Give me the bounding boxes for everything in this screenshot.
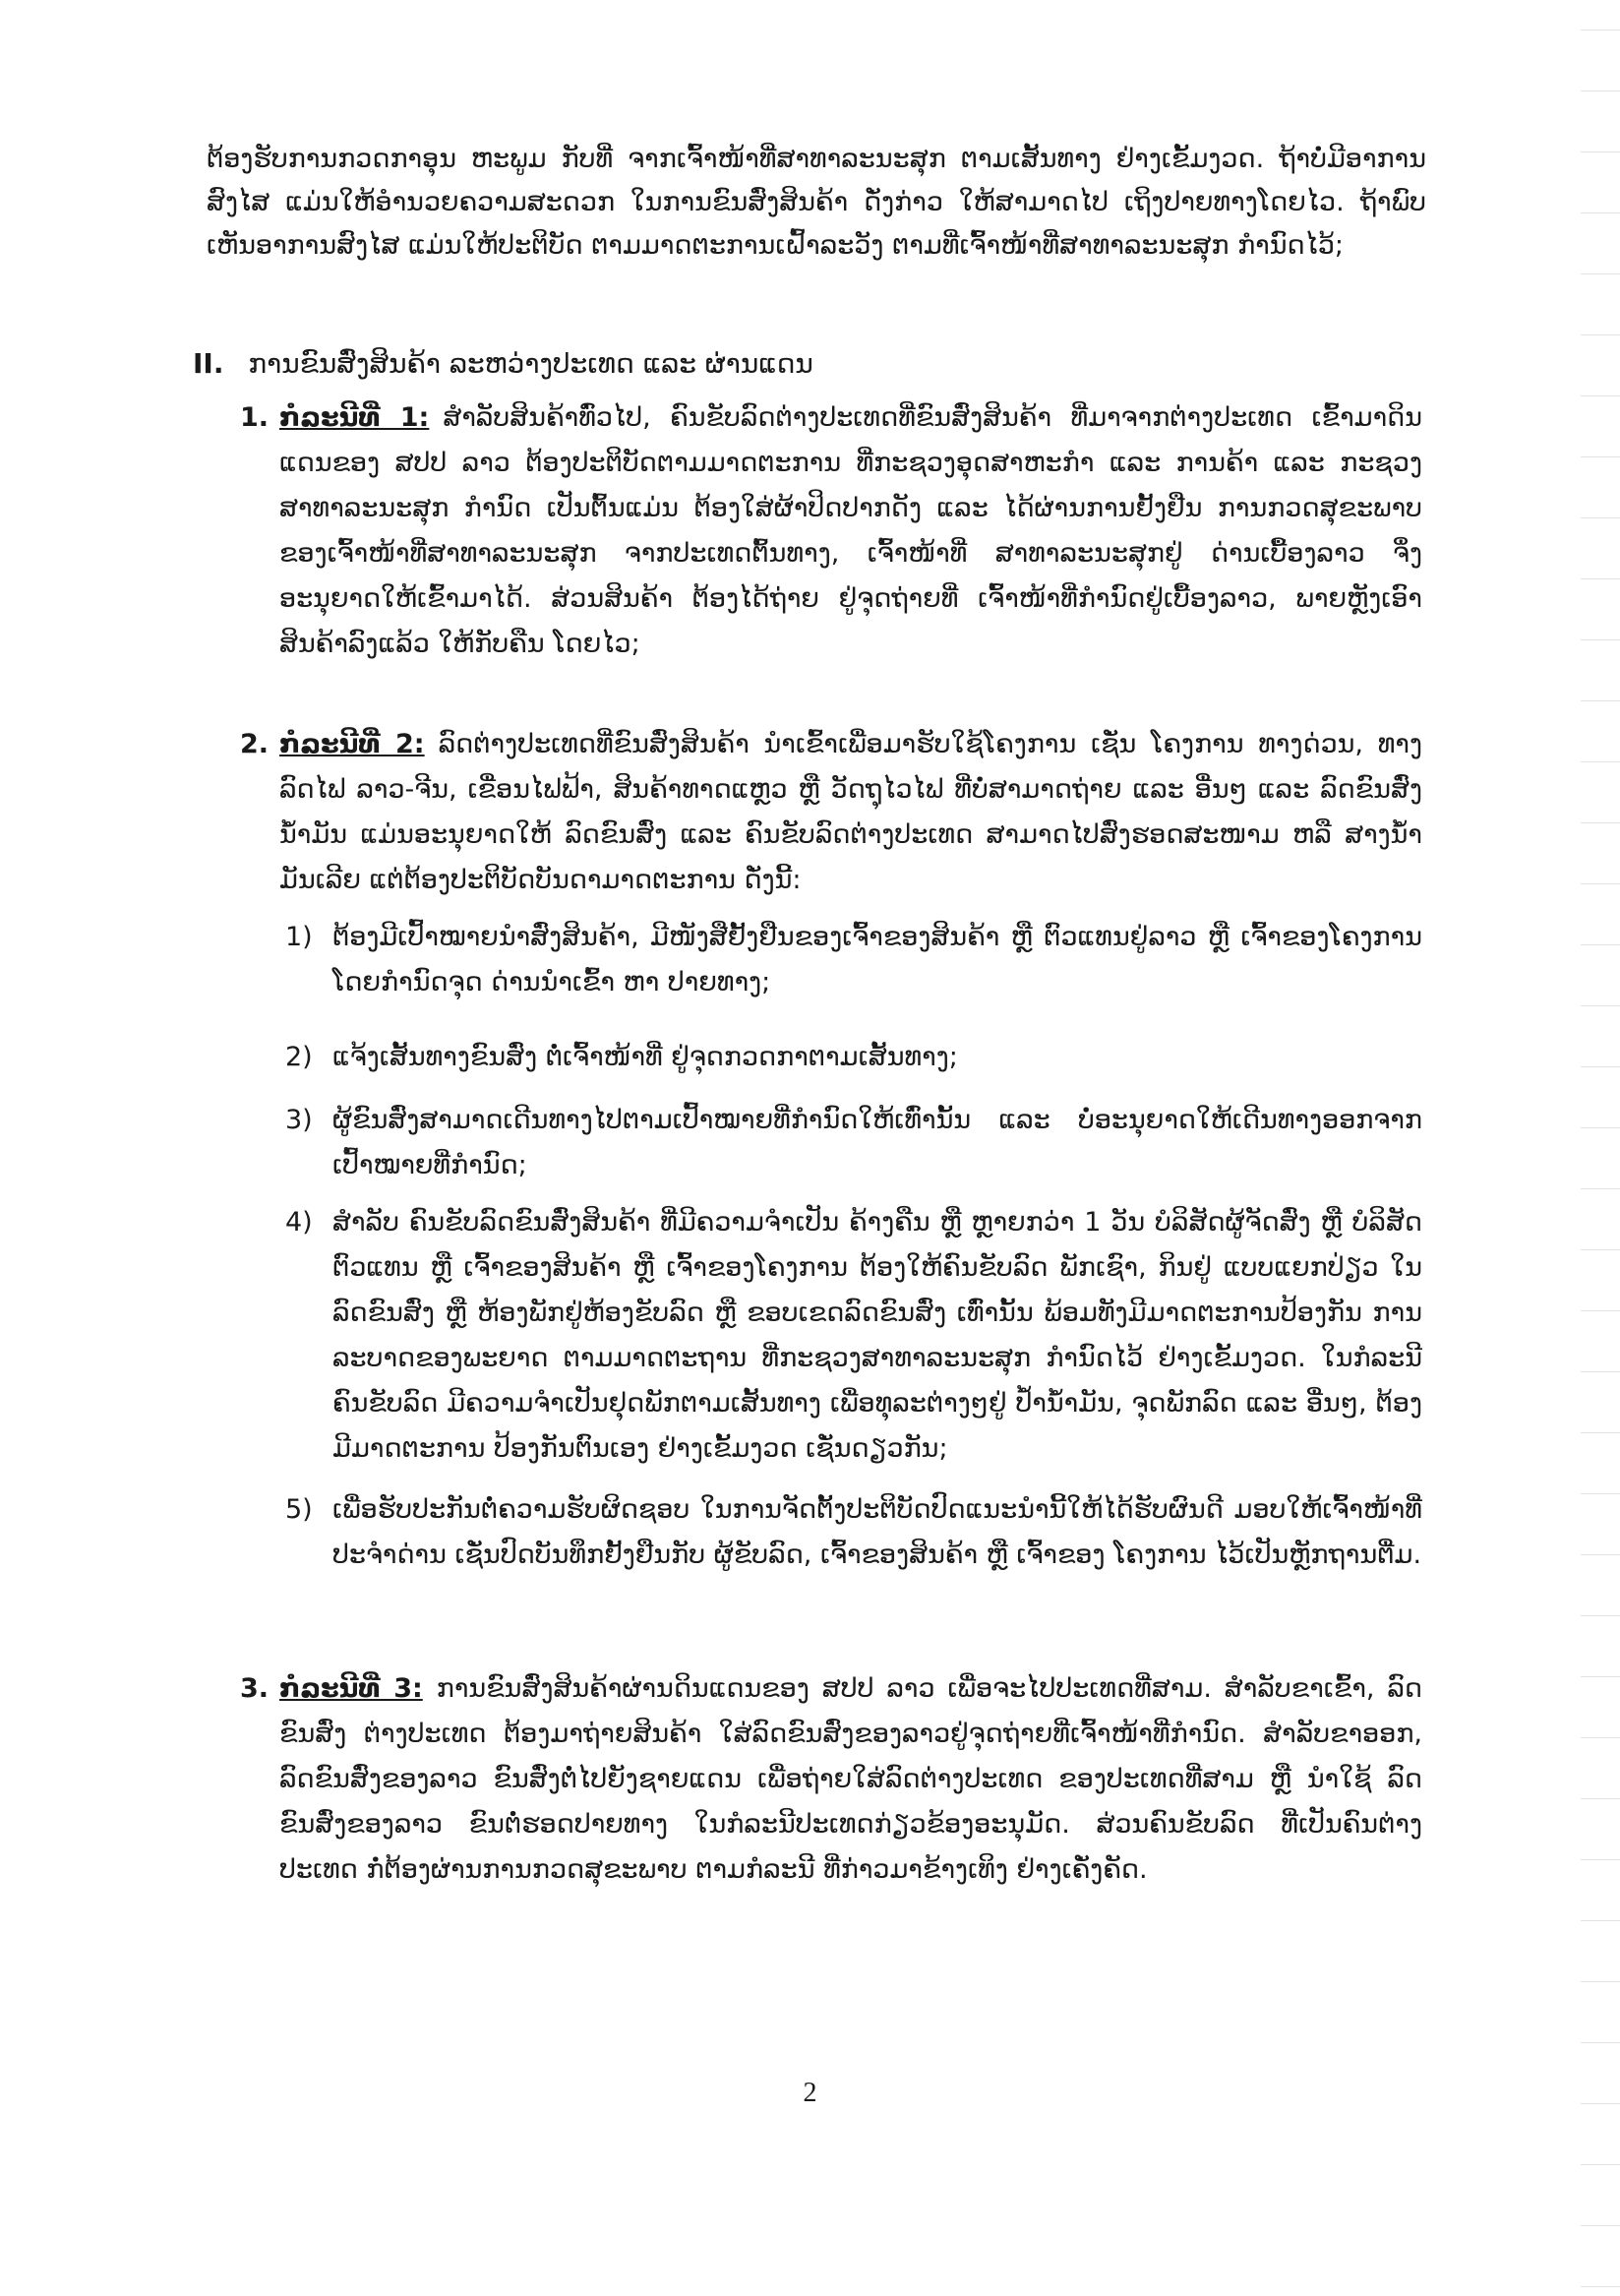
section-title: ການຂົນສົ່ງສິນຄ້າ ລະຫວ່າງປະເທດ ແລະ ຜ່ານແດນ: [248, 347, 813, 380]
section-roman-numeral: II.: [193, 347, 224, 380]
item-number: 2): [285, 1042, 313, 1072]
rule-2-body: [279, 722, 1422, 903]
item-text: ແຈ້ງເສັ້ນທາງຂົນສົ່ງ ຕໍ່ເຈົ້າໜ້າທີ່ ຢູ່ຈຸດກວດກາຕາມເສັ້ນທາງ;: [332, 1042, 958, 1072]
rule-2-item-1: [285, 915, 1422, 1005]
item-text: ຜູ້ຂົນສົ່ງສາມາດເດີນທາງໄປຕາມເປົ້າໝາຍທີ່ກຳນົດໃຫ້ເທົ່ານັ້ນ ແລະ ບໍ່ອະນຸຍາດໃຫ້ເດີນທາງອອກຈາກເປົ້າໝາຍທີ່ກຳນົດ;: [332, 1105, 1422, 1180]
rule-2: [242, 722, 1422, 903]
rule-3: [242, 1666, 1422, 1893]
rule-1-number: 1.: [240, 402, 270, 433]
rule-2-number: 2.: [240, 729, 270, 759]
item-text: ຕ້ອງມີເປົ້າໝາຍນຳສົ່ງສິນຄ້າ, ມີໜັງສືຢັ້ງຢືນຂອງເຈົ້າຂອງສິນຄ້າ ຫຼື ຕົວແທນຢູ່ລາວ ຫຼື ເຈົ້າຂອງໂຄງການ ໂດຍກຳນົດຈຸດ ດ່ານນຳເຂົ້າ ຫາ ປາຍທາງ;: [332, 922, 1422, 997]
rule-2-item-5: [285, 1487, 1422, 1578]
rule-2-item-4: [285, 1200, 1422, 1472]
rule-2-item-3: [285, 1098, 1422, 1188]
rule-1-body: [279, 395, 1422, 667]
item-number: 3): [285, 1105, 313, 1135]
rule-1-text: ສຳລັບສິນຄ້າທົ່ວໄປ, ຄົນຂັບລົດຕ່າງປະເທດທີ່ຂົນສົ່ງສິນຄ້າ ທີ່ມາຈາກຕ່າງປະເທດ ເຂົ້າມາດິນແດນຂອງ ສປປ ລາວ ຕ້ອງປະຕິບັດຕາມມາດຕະການ ທີ່ກະຊວງອຸດສາຫະກຳ ແລະ ການຄ້າ ແລະ ກະຊວງສາທາລະນະສຸກ ກຳນົດ ເປັນຕົ້ນແມ່ນ ຕ້ອງໃສ່ຜ້າປິດປາກດັງ ແລະ ໄດ້ຜ່ານການຢັ້ງຢືນ ການກວດສຸຂະພາບ ຂອງເຈົ້າໜ້າທີ່ສາທາລະນະສຸກ ຈາກປະເທດຕົ້ນທາງ, ເຈົ້າໜ້າທີ່ ສາທາລະນະສຸກຢູ່ ດ່ານເບື້ອງລາວ ຈຶ່ງອະນຸຍາດໃຫ້ເຂົ້າມາໄດ້. ສ່ວນສິນຄ້າ ຕ້ອງໄດ້ຖ່າຍ ຢູ່ຈຸດຖ່າຍທີ່ ເຈົ້າໜ້າທີ່ກຳນົດຢູ່ເບື້ອງລາວ, ພາຍຫຼັງເອົາສິນຄ້າລົງແລ້ວ ໃຫ້ກັບຄືນ ໂດຍໄວ;: [279, 402, 1422, 659]
rule-3-label: ກໍລະນີທີ່ 3:: [279, 1673, 423, 1704]
item-number: 5): [285, 1494, 313, 1525]
item-number: 1): [285, 922, 313, 952]
page-number: 2: [803, 2078, 817, 2108]
rule-3-text: ການຂົນສົ່ງສິນຄ້າຜ່ານດິນແດນຂອງ ສປປ ລາວ ເພື່ອຈະໄປປະເທດທີ່ສາມ. ສຳລັບຂາເຂົ້າ, ລົດຂົນສົ່ງ ຕ່າງປະເທດ ຕ້ອງມາຖ່າຍສິນຄ້າ ໃສ່ລົດຂົນສົ່ງຂອງລາວຢູ່ຈຸດຖ່າຍທີ່ເຈົ້າໜ້າທີ່ກຳນົດ. ສຳລັບຂາອອກ, ລົດຂົນສົ່ງຂອງລາວ ຂົນສົ່ງຕໍ່ໄປຍັງຊາຍແດນ ເພື່ອຖ່າຍໃສ່ລົດຕ່າງປະເທດ ຂອງປະເທດທີ່ສາມ ຫຼື ນຳໃຊ້ ລົດຂົນສົ່ງຂອງລາວ ຂົນຕໍ່ຮອດປາຍທາງ ໃນກໍລະນີປະເທດກ່ຽວຂ້ອງອະນຸມັດ. ສ່ວນຄົນຂັບລົດ ທີ່ເປັນຄົນຕ່າງປະເທດ ກໍ່ຕ້ອງຜ່ານການກວດສຸຂະພາບ ຕາມກໍລະນີ ທີ່ກ່າວມາຂ້າງເທິງ ຢ່າງເຄັ່ງຄັດ.: [279, 1673, 1422, 1885]
intro-paragraph: ຕ້ອງຮັບການກວດກາອຸນ ຫະພູມ ກັບທີ່ ຈາກເຈົ້າໜ້າທີ່ສາທາລະນະສຸກ ຕາມເສັ້ນທາງ ຢ່າງເຂັ້ມງວດ. ຖ້າບໍ່ມີອາການສົງໄສ ແມ່ນໃຫ້ອຳນວຍຄວາມສະດວກ ໃນການຂົນສົ່ງສິນຄ້າ ດັ່ງກ່າວ ໃຫ້ສາມາດໄປ ເຖິງປາຍທາງໂດຍໄວ. ຖ້າພົບເຫັນອາການສົງໄສ ແມ່ນໃຫ້ປະຕິບັດ ຕາມມາດຕະການເຝົ້າລະວັງ ຕາມທີ່ເຈົ້າໜ້າທີ່ສາທາລະນະສຸກ ກຳນົດໄວ້;: [207, 144, 1426, 261]
item-number: 4): [285, 1207, 313, 1238]
rule-2-item-2: [285, 1035, 1422, 1080]
item-text: ສຳລັບ ຄົນຂັບລົດຂົນສົ່ງສິນຄ້າ ທີ່ມີຄວາມຈຳເປັນ ຄ້າງຄືນ ຫຼື ຫຼາຍກວ່າ 1 ວັນ ບໍລິສັດຜູ້ຈັດສົ່ງ ຫຼື ບໍລິສັດຕົວແທນ ຫຼື ເຈົ້າຂອງສິນຄ້າ ຫຼື ເຈົ້າຂອງໂຄງການ ຕ້ອງໃຫ້ຄົນຂັບລົດ ພັກເຊົາ, ກິນຢູ່ ແບບແຍກປ່ຽວ ໃນລົດຂົນສົ່ງ ຫຼື ຫ້ອງພັກຢູ່ຫ້ອງຂັບລົດ ຫຼື ຂອບເຂດລົດຂົນສົ່ງ ເທົ່ານັ້ນ ພ້ອມທັງມີມາດຕະການປ້ອງກັນ ການລະບາດຂອງພະຍາດ ຕາມມາດຕະຖານ ທີ່ກະຊວງສາທາລະນະສຸກ ກຳນົດໄວ້ ຢ່າງເຂັ້ມງວດ. ໃນກໍລະນີ ຄົນຂັບລົດ ມີຄວາມຈຳເປັນຢຸດພັກຕາມເສັ້ນທາງ ເພື່ອທຸລະຕ່າງໆຢູ່ ປ້ຳນ້ຳມັນ, ຈຸດພັກລົດ ແລະ ອື່ນໆ, ຕ້ອງມີມາດຕະການ ປ້ອງກັນຕົນເອງ ຢ່າງເຂັ້ມງວດ ເຊັ່ນດຽວກັນ;: [332, 1207, 1422, 1464]
rule-3-body: [279, 1666, 1422, 1893]
section-heading: [193, 342, 1412, 386]
scan-edge-texture: [1581, 0, 1620, 2296]
item-text: ເພື່ອຮັບປະກັນຕໍ່ຄວາມຮັບຜິດຊອບ ໃນການຈັດຕັ້ງປະຕິບັດປົດແນະນຳນີ້ໃຫ້ໄດ້ຮັບຜົນດີ ມອບໃຫ້ເຈົ້າໜ້າທີ່ປະຈຳດ່ານ ເຊັ່ນປົດບັນທຶກຢັ້ງຢືນກັບ ຜູ້ຂັບລົດ, ເຈົ້າຂອງສິນຄ້າ ຫຼື ເຈົ້າຂອງ ໂຄງການ ໄວ້ເປັນຫຼັກຖານຕື່ມ.: [332, 1494, 1422, 1570]
rule-2-text: ລົດຕ່າງປະເທດທີ່ຂົນສົ່ງສິນຄ້າ ນຳເຂົ້າເພື່ອມາຮັບໃຊ້ໂຄງການ ເຊັ່ນ ໂຄງການ ທາງດ່ວນ, ທາງລົດໄຟ ລາວ-ຈີນ, ເຂື່ອນໄຟຟ້າ, ສິນຄ້າທາດແຫຼວ ຫຼື ວັດຖຸໄວໄຟ ທີ່ບໍ່ສາມາດຖ່າຍ ແລະ ອື່ນໆ ແລະ ລົດຂົນສົ່ງນ້ຳມັນ ແມ່ນອະນຸຍາດໃຫ້ ລົດຂົນສົ່ງ ແລະ ຄົນຂັບລົດຕ່າງປະເທດ ສາມາດໄປສົ່ງຮອດສະໜາມ ຫລື ສາງນ້ຳມັນເລີຍ ແຕ່ຕ້ອງປະຕິບັດບັນດາມາດຕະການ ດັ່ງນີ້:: [279, 729, 1422, 895]
rule-1-label: ກໍລະນີທີ່ 1:: [279, 402, 430, 433]
rule-3-number: 3.: [240, 1673, 270, 1704]
rule-1: [242, 395, 1422, 667]
rule-2-label: ກໍລະນີທີ່ 2:: [279, 729, 425, 759]
